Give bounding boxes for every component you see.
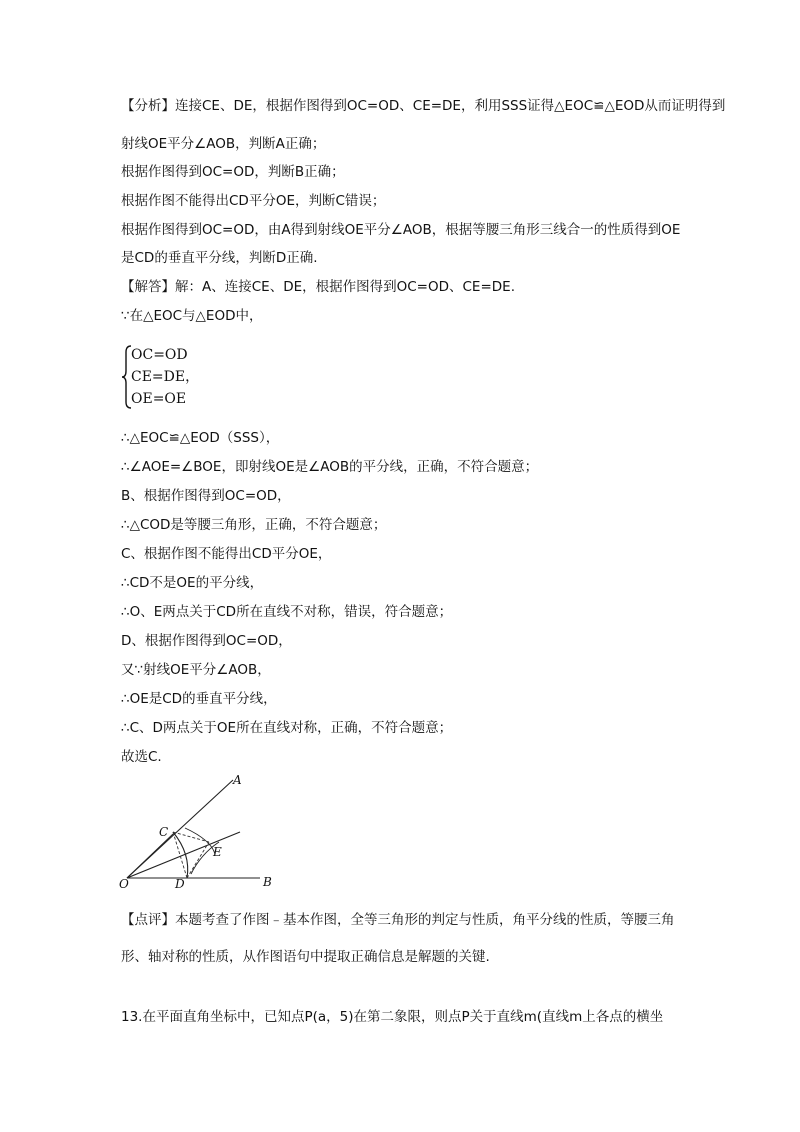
analysis-line-2: 射线OE平分∠AOB，判断A正确； — [121, 136, 326, 152]
label-b: B — [263, 875, 272, 889]
label-c: C — [159, 825, 169, 839]
answer-line-8: ∴CD不是OE的平分线， — [121, 575, 264, 591]
system-eq-2: CE=DE， — [131, 369, 200, 385]
answer-line-1: 【解答】解：A、连接CE、DE，根据作图得到OC=OD、CE=DE. — [121, 279, 515, 295]
arc-from-c — [185, 828, 215, 854]
answer-line-2: ∵在△EOC与△EOD中， — [121, 308, 263, 324]
label-o: O — [119, 877, 129, 891]
analysis-line-5: 根据作图得到OC=OD，由A得到射线OE平分∠AOB，根据等腰三角形三线合一的性质得到OE — [121, 222, 681, 238]
analysis-line-3: 根据作图得到OC=OD，判断B正确； — [121, 164, 345, 180]
segment-oc — [127, 834, 173, 878]
answer-line-5: B、根据作图得到OC=OD， — [121, 488, 291, 504]
answer-line-12: ∴OE是CD的垂直平分线， — [121, 691, 277, 707]
answer-line-10: D、根据作图得到OC=OD， — [121, 633, 292, 649]
answer-line-9: ∴O、E两点关于CD所在直线不对称，错误，符合题意； — [121, 604, 453, 620]
answer-line-13: ∴C、D两点关于OE所在直线对称，正确，不符合题意； — [121, 720, 453, 736]
analysis-line-4: 根据作图不能得出CD平分OE，判断C错误； — [121, 193, 386, 209]
answer-line-7: C、根据作图不能得出CD平分OE， — [121, 546, 332, 562]
answer-line-11: 又∵射线OE平分∠AOB， — [121, 662, 271, 678]
angle-bisector-figure — [115, 770, 285, 890]
figure-drawing — [115, 770, 285, 890]
system-eq-1: OC=OD — [131, 347, 188, 363]
segment-ce — [173, 832, 209, 842]
analysis-line-6: 是CD的垂直平分线，判断D正确. — [121, 250, 318, 266]
answer-line-14: 故选C. — [121, 749, 162, 765]
answer-line-6: ∴△COD是等腰三角形，正确，不符合题意； — [121, 517, 387, 533]
question-13-line-1: 13.在平面直角坐标中，已知点P(a，5)在第二象限，则点P关于直线m(直线m上各点的横坐 — [121, 1009, 664, 1025]
analysis-line-1: 【分析】连接CE、DE，根据作图得到OC=OD、CE=DE，利用SSS证得△EOC≌△EOD从而证明得到 — [121, 98, 726, 114]
label-a: A — [233, 773, 242, 787]
segment-de — [187, 842, 209, 878]
answer-line-4: ∴∠AOE=∠BOE，即射线OE是∠AOB的平分线，正确，不符合题意； — [121, 459, 539, 475]
equation-system — [121, 344, 241, 410]
comment-line-2: 形、轴对称的性质，从作图语句中提取正确信息是解题的关键. — [121, 949, 490, 965]
comment-line-1: 【点评】本题考查了作图﹣基本作图，全等三角形的判定与性质，角平分线的性质，等腰三角 — [121, 912, 675, 928]
ray-oe — [127, 832, 240, 878]
label-e: E — [213, 845, 222, 859]
system-eq-3: OE=OE — [131, 391, 187, 407]
label-d: D — [175, 877, 185, 891]
answer-line-3: ∴△EOC≌△EOD（SSS）， — [121, 430, 280, 446]
